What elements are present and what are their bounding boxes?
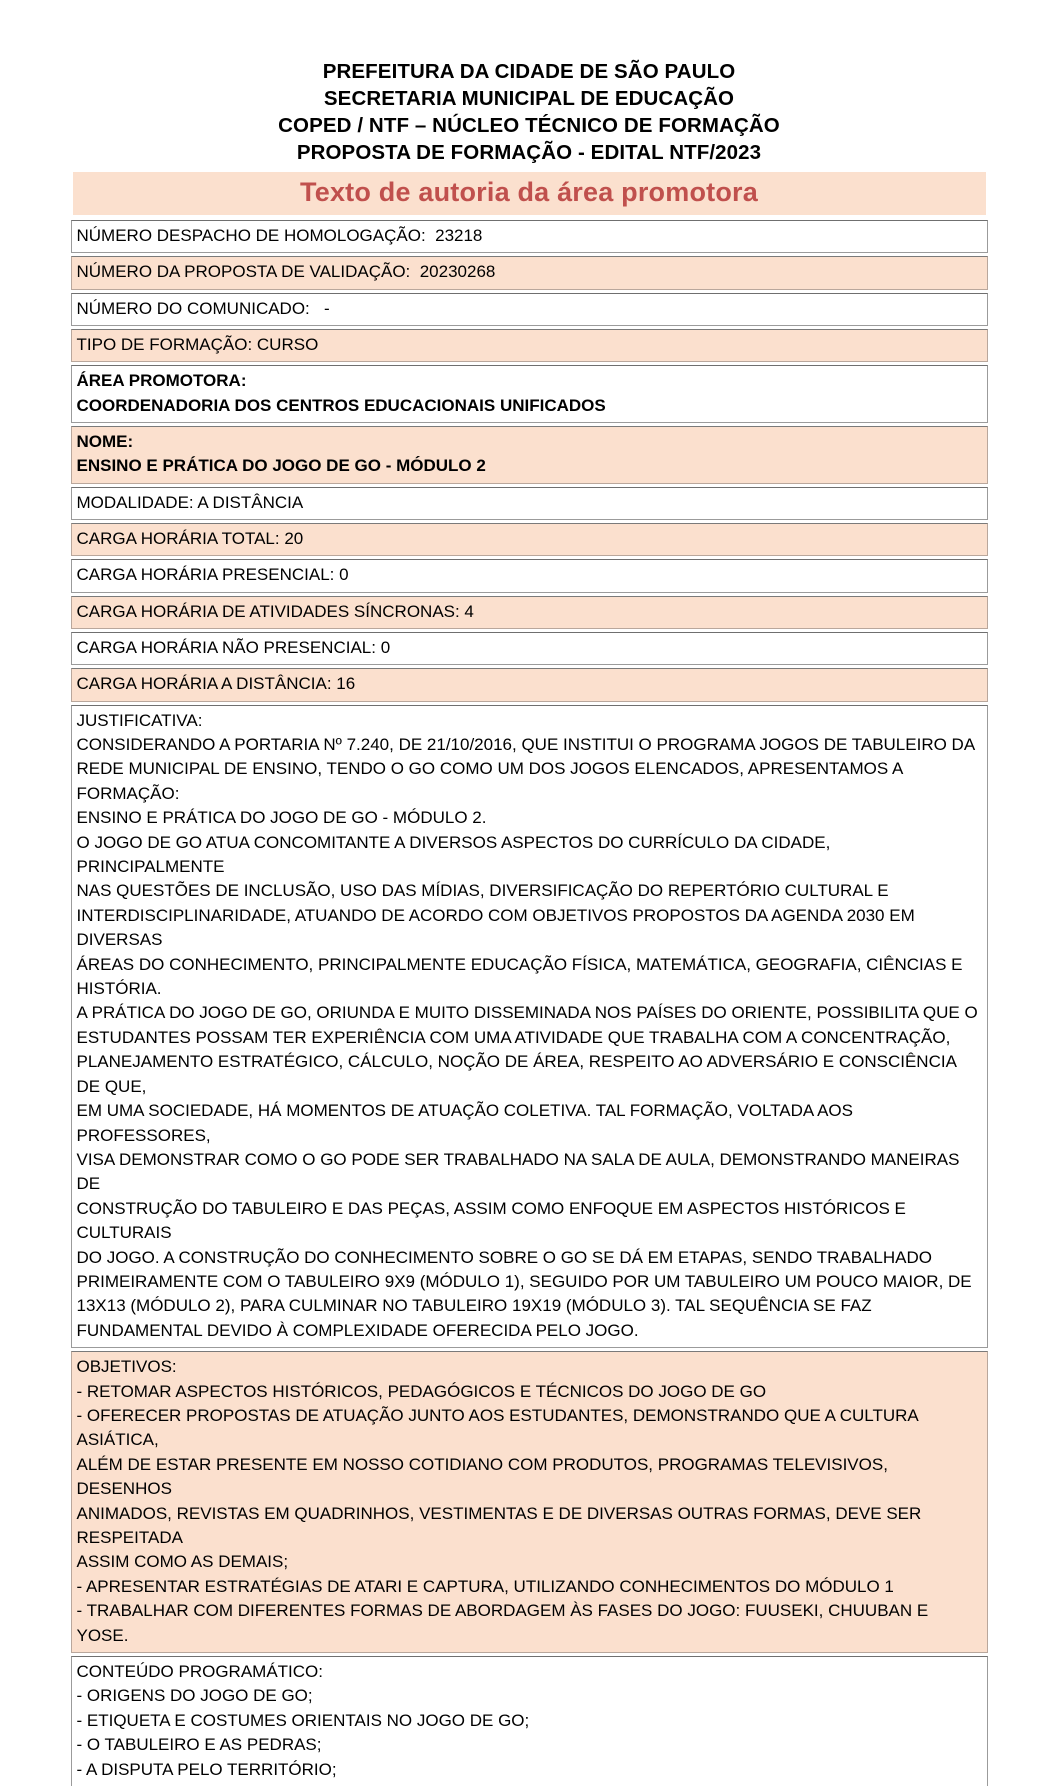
row-line: CONSTRUÇÃO DO TABULEIRO E DAS PEÇAS, ASSIM COMO ENFOQUE EM ASPECTOS HISTÓRICOS E CULTURAIS [76,1198,911,1243]
row-line: MODALIDADE: A DISTÂNCIA [76,492,304,512]
row-line: PLANEJAMENTO ESTRATÉGICO, CÁLCULO, NOÇÃO DE ÁREA, RESPEITO AO ADVERSÁRIO E CONSCIÊNCIA DE QUE, [76,1052,961,1096]
table-row-conteudo-programatico [71,1656,988,1786]
row-line: O JOGO DE GO ATUA CONCOMITANTE A DIVERSOS ASPECTOS DO CURRÍCULO DA CIDADE, PRINCIPALMENTE [76,832,836,877]
row-line: DO JOGO. A CONSTRUÇÃO DO CONHECIMENTO SOBRE O GO SE DÁ EM ETAPAS, SENDO TRABALHADO [76,1247,932,1267]
row-line: CARGA HORÁRIA NÃO PRESENCIAL: 0 [76,638,391,657]
row-line: REDE MUNICIPAL DE ENSINO, TENDO O GO COMO UM DOS JOGOS ELENCADOS, APRESENTAMOS A FORMAÇÃO: [76,759,908,803]
row-line: ÁREA PROMOTORA: [76,371,247,391]
row-line: - OFERECER PROPOSTAS DE ATUAÇÃO JUNTO AOS ESTUDANTES, DEMONSTRANDO QUE A CULTURA ASIÁTICA, [76,1405,922,1450]
row-line: - TRABALHAR COM DIFERENTES FORMAS DE ABORDAGEM ÀS FASES DO JOGO: FUUSEKI, CHUUBAN E YOSE. [76,1601,933,1645]
row-line: 13X13 (MÓDULO 2), PARA CULMINAR NO TABULEIRO 19X19 (MÓDULO 3). TAL SEQUÊNCIA SE FAZ [76,1296,872,1316]
row-line: - RETOMAR ASPECTOS HISTÓRICOS, PEDAGÓGICOS E TÉCNICOS DO JOGO DE GO [76,1381,767,1401]
table-row-objetivos [71,1351,988,1653]
row-line: ENSINO E PRÁTICA DO JOGO DE GO - MÓDULO 2. [76,808,487,828]
table-row-modalidade [71,487,988,520]
row-line: ESTUDANTES POSSAM TER EXPERIÊNCIA COM UMA ATIVIDADE QUE TRABALHA COM A CONCENTRAÇÃO, [76,1027,951,1047]
table-row-carga-horaria-atividades-sincronas [71,596,988,629]
table-row-carga-horaria-presencial [71,559,988,592]
banner-title: Texto de autoria da área promotora [300,177,758,207]
table-row-tipo-de-formacao [71,329,988,362]
table-row-numero-proposta-validacao [71,256,988,289]
row-line: NÚMERO DO COMUNICADO: - [76,298,330,318]
row-line: FUNDAMENTAL DEVIDO À COMPLEXIDADE OFERECIDA PELO JOGO. [76,1320,639,1340]
row-line: - ETIQUETA E COSTUMES ORIENTAIS NO JOGO DE GO; [76,1710,530,1730]
row-line: ALÉM DE ESTAR PRESENTE EM NOSSO COTIDIANO COM PRODUTOS, PROGRAMAS TELEVISIVOS, DESENHOS [76,1454,893,1499]
table-row-carga-horaria-total [71,523,988,556]
header-line-3: COPED / NTF – NÚCLEO TÉCNICO DE FORMAÇÃO [278,114,780,137]
row-line: ENSINO E PRÁTICA DO JOGO DE GO - MÓDULO 2 [76,456,486,476]
row-line: INTERDISCIPLINARIDADE, ATUANDO DE ACORDO COM OBJETIVOS PROPOSTOS DA AGENDA 2030 EM DIVERSAS [76,905,920,950]
document-header [0,0,1058,166]
row-line: HISTÓRIA. [76,979,162,999]
table-row-carga-horaria-a-distancia [71,668,988,701]
row-line: CARGA HORÁRIA PRESENCIAL: 0 [76,565,349,585]
row-line: VISA DEMONSTRAR COMO O GO PODE SER TRABALHADO NA SALA DE AULA, DEMONSTRANDO MANEIRAS DE [76,1149,965,1194]
row-line: - APRESENTAR ESTRATÉGIAS DE ATARI E CAPTURA, UTILIZANDO CONHECIMENTOS DO MÓDULO 1 [76,1576,894,1596]
header-line-4: PROPOSTA DE FORMAÇÃO - EDITAL NTF/2023 [296,141,762,164]
row-line: - ORIGENS DO JOGO DE GO; [76,1686,313,1706]
table-row-numero-despacho-homologacao [71,220,988,253]
row-line: ASSIM COMO AS DEMAIS; [76,1552,289,1572]
table-row-justificativa [71,705,988,1349]
row-line: A PRÁTICA DO JOGO DE GO, ORIUNDA E MUITO DISSEMINADA NOS PAÍSES DO ORIENTE, POSSIBILITA QUE O [76,1003,978,1023]
row-line: CARGA HORÁRIA A DISTÂNCIA: 16 [76,674,356,694]
row-line: CARGA HORÁRIA TOTAL: 20 [76,529,304,549]
table-row-nome-da-formacao [71,426,988,484]
row-line: CONTEÚDO PROGRAMÁTICO: [76,1662,324,1682]
row-line: NOME: [76,432,134,451]
header-line-2: SECRETARIA MUNICIPAL DE EDUCAÇÃO [323,87,735,110]
row-line: OBJETIVOS: [76,1357,177,1377]
row-line: ANIMADOS, REVISTAS EM QUADRINHOS, VESTIMENTAS E DE DIVERSAS OUTRAS FORMAS, DEVE SER RESPEITADA [76,1503,927,1547]
row-line: JUSTIFICATIVA: [76,710,203,730]
row-line: CARGA HORÁRIA DE ATIVIDADES SÍNCRONAS: 4 [76,601,474,621]
row-line: ÁREAS DO CONHECIMENTO, PRINCIPALMENTE EDUCAÇÃO FÍSICA, MATEMÁTICA, GEOGRAFIA, CIÊNCIAS E [76,954,963,974]
row-line: NÚMERO DA PROPOSTA DE VALIDAÇÃO: 20230268 [76,262,496,282]
row-line: - A DISPUTA PELO TERRITÓRIO; [76,1759,337,1779]
row-line: NAS QUESTÕES DE INCLUSÃO, USO DAS MÍDIAS, DIVERSIFICAÇÃO DO REPERTÓRIO CULTURAL E [76,881,889,901]
table-row-numero-comunicado [71,293,988,326]
row-line: COORDENADORIA DOS CENTROS EDUCACIONAIS UNIFICADOS [76,395,606,415]
table-row-carga-horaria-nao-presencial [71,632,988,665]
row-line: TIPO DE FORMAÇÃO: CURSO [76,334,319,354]
row-line: CONSIDERANDO A PORTARIA Nº 7.240, DE 21/10/2016, QUE INSTITUI O PROGRAMA JOGOS DE TABULEIRO DA [76,735,976,754]
row-line: - O TABULEIRO E AS PEDRAS; [76,1735,322,1755]
section-banner [73,172,986,215]
row-line: EM UMA SOCIEDADE, HÁ MOMENTOS DE ATUAÇÃO COLETIVA. TAL FORMAÇÃO, VOLTADA AOS PROFESSORES, [76,1101,858,1145]
header-line-1: PREFEITURA DA CIDADE DE SÃO PAULO [322,60,736,83]
proposal-fields-table [71,220,988,1786]
row-line: PRIMEIRAMENTE COM O TABULEIRO 9X9 (MÓDULO 1), SEGUIDO POR UM TABULEIRO UM POUCO MAIOR, DE [76,1271,972,1291]
row-line: NÚMERO DESPACHO DE HOMOLOGAÇÃO: 23218 [76,226,483,245]
table-row-area-promotora [71,365,988,423]
